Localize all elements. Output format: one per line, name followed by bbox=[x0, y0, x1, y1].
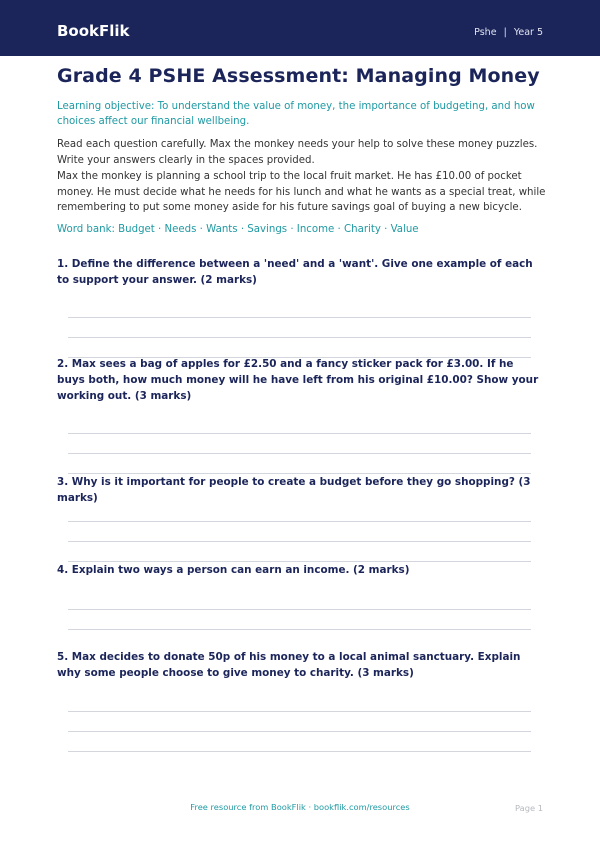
answer-line[interactable] bbox=[68, 317, 531, 318]
answer-line[interactable] bbox=[68, 337, 531, 338]
page-number: Page 1 bbox=[514, 803, 543, 813]
brand-logo: BookFlik bbox=[57, 22, 130, 40]
footer-resource-link[interactable]: Free resource from BookFlik · bookflik.com/resources bbox=[190, 802, 410, 812]
subject-year-label bbox=[474, 27, 543, 38]
scenario-text: Max the monkey is planning a school trip to the local fruit market. He has £10.00 of pocket money. He must decide what he needs for his lunch and what he wants as a special treat, while remembering to put some money aside for his future savings goal of buying a new bicycle. bbox=[57, 171, 546, 213]
answer-line[interactable] bbox=[68, 541, 531, 542]
learning-objective: Learning objective: To understand the value of money, the importance of budgeting, and how choices affect our financial wellbeing. bbox=[57, 101, 535, 127]
question-3: 3. Why is it important for people to create a budget before they go shopping? (3 marks) bbox=[57, 476, 531, 504]
subject-label: Pshe bbox=[474, 27, 497, 38]
year-label: Year 5 bbox=[513, 27, 543, 38]
question-4: 4. Explain two ways a person can earn an income. (2 marks) bbox=[57, 564, 410, 576]
instructions-text: Read each question carefully. Max the monkey needs your help to solve these money puzzles. Write your answers clearly in the spaces provided. bbox=[57, 139, 538, 166]
answer-line[interactable] bbox=[68, 731, 531, 732]
answer-line[interactable] bbox=[68, 711, 531, 712]
question-1: 1. Define the difference between a 'need' and a 'want'. Give one example of each to support your answer. (2 marks) bbox=[57, 258, 533, 286]
question-5: 5. Max decides to donate 50p of his money to a local animal sanctuary. Explain why some people choose to give money to charity. (3 marks) bbox=[57, 651, 521, 679]
answer-line[interactable] bbox=[68, 433, 531, 434]
answer-line[interactable] bbox=[68, 751, 531, 752]
answer-line[interactable] bbox=[68, 629, 531, 630]
answer-line[interactable] bbox=[68, 453, 531, 454]
page-title: Grade 4 PSHE Assessment: Managing Money bbox=[57, 65, 540, 87]
answer-line[interactable] bbox=[68, 521, 531, 522]
page-header bbox=[0, 0, 600, 56]
word-bank: Word bank: Budget · Needs · Wants · Savings · Income · Charity · Value bbox=[57, 224, 419, 235]
answer-line[interactable] bbox=[68, 609, 531, 610]
question-2: 2. Max sees a bag of apples for £2.50 and a fancy sticker pack for £3.00. If he buys both, how much money will he have left from his original £10.00? Show your working out. (3 marks) bbox=[57, 358, 539, 402]
meta-separator: | bbox=[503, 27, 507, 38]
